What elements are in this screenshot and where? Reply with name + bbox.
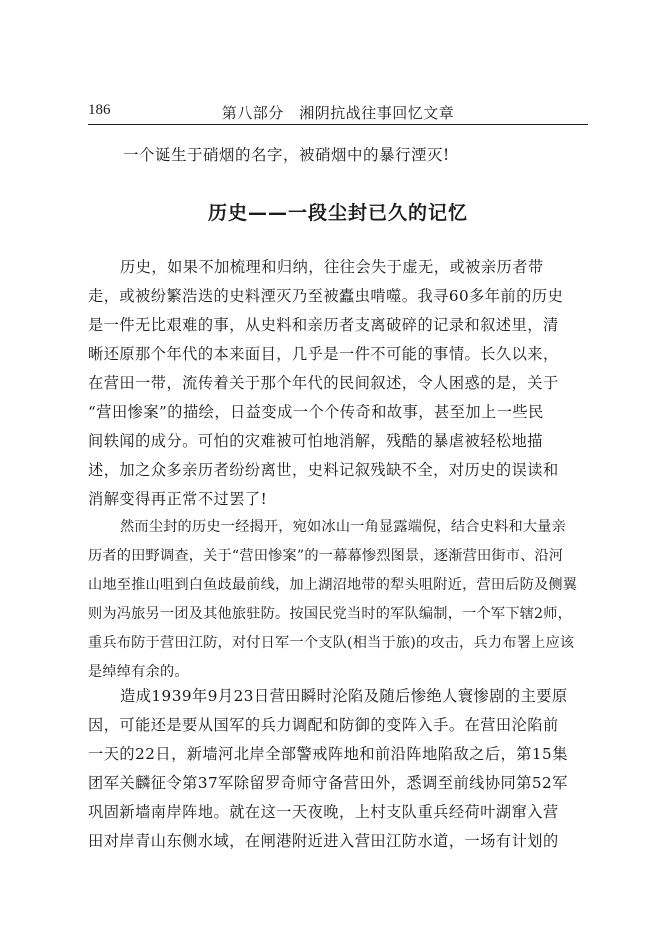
paragraph-line: “营田惨案”的描绘，日益变成一个个传奇和故事，甚至加上一些民 [88,403,544,421]
paragraph-line: 山地至推山咀到白鱼歧最前线，加上湖沼地带的犁头咀附近，营田后防及侧翼 [88,577,578,593]
paragraph-line: 巩固新墙南岸阵地。就在这一天夜晚，上村支队重兵经荷叶湖窜入营 [88,803,559,821]
paragraph-line: 然而尘封的历史一经揭开，宛如冰山一角显露端倪，结合史料和大量亲 [120,519,567,535]
paragraph-line: 团军关麟征令第37军除留罗奇师守备营田外，悉调至前线协同第52军 [88,774,568,792]
paragraph-2 [88,513,588,687]
page-header [88,100,588,125]
paragraph-line: 是一件无比艰难的事，从史料和亲历者支离破碎的记录和叙述里，清 [88,316,559,334]
paragraph-line: 田对岸青山东侧水域，在闸港附近进入营田江防水道，一场有计划的 [88,832,559,850]
paragraph-line: 走，或被纷繁浩迭的史料湮灭乃至被蠹虫啃噬。我寻60多年前的历史 [88,287,564,305]
paragraph-line: 则为冯旅另一团及其他旅驻防。按国民党当时的军队编制，一个军下辖2师， [88,606,573,622]
paragraph-line: 历者的田野调查，关于“营田惨案”的一幕幕惨烈图景，逐渐营田街市、沿河 [88,548,564,564]
paragraph-1 [88,253,588,514]
paragraph-line: 间轶闻的成分。可怕的灾难被可怕地消解，残酷的暴虐被轻松地描 [88,432,543,450]
paragraph-line: 一天的22日，新墙河北岸全部警戒阵地和前沿阵地陷敌之后，第15集 [88,745,568,763]
paragraph-line: 造成1939年9月23日营田瞬时沦陷及随后惨绝人寰惨剧的主要原 [120,687,568,705]
paragraph-line: 是绰绰有余的。 [88,664,189,680]
paragraph-line: 晰还原那个年代的本来面目，几乎是一件不可能的事情。长久以来， [88,345,559,363]
paragraph-line: 述，加之众多亲历者纷纷离世，史料记叙残缺不全，对历史的误读和 [88,461,559,479]
page-number: 186 [88,102,111,118]
paragraph-line: 重兵布防于营田江防，对付日军一个支队(相当于旅)的攻击，兵力布署上应该 [88,635,575,651]
paragraph-3 [88,682,588,856]
paragraph-line: 在营田一带，流传着关于那个年代的民间叙述，令人困惑的是，关于 [88,374,559,392]
paragraph-line: 因，可能还是要从国军的兵力调配和防御的变阵入手。在营田沦陷前 [88,716,559,734]
running-title: 第八部分 湘阴抗战往事回忆文章 [221,104,455,122]
section-title: 历史——一段尘封已久的记忆 [207,202,468,224]
paragraph-line: 消解变得再正常不过罢了! [88,490,268,508]
carry-over-line: 一个诞生于硝烟的名字，被硝烟中的暴行湮灭! [123,146,450,164]
paragraph-line: 历史，如果不加梳理和归纳，往往会失于虚无，或被亲历者带 [120,258,544,276]
